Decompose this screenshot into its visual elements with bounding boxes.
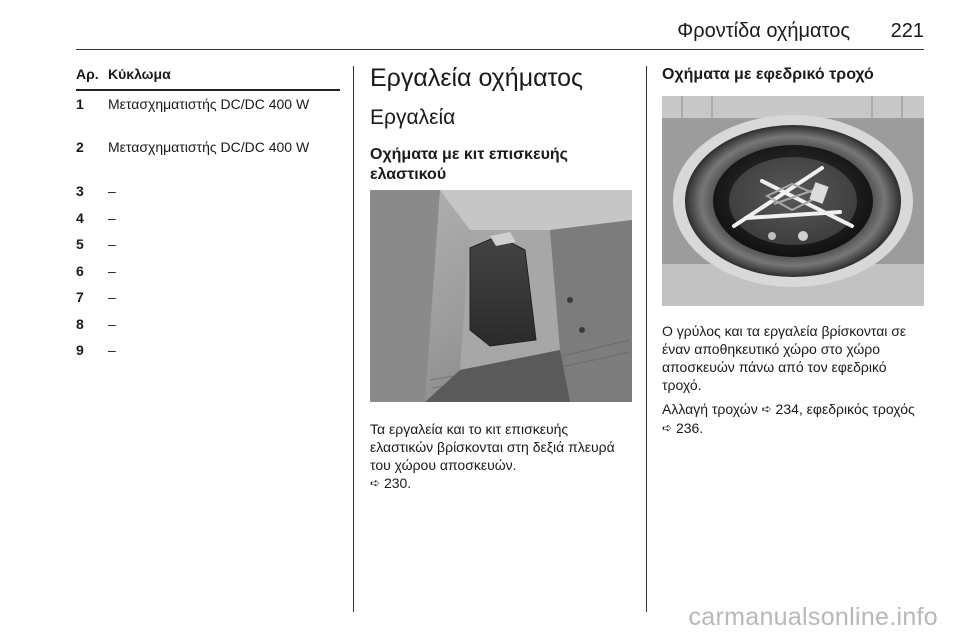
row-text: – [108, 210, 116, 226]
column-divider-left [353, 66, 354, 612]
table-header-circuit: Κύκλωμα [108, 66, 171, 82]
table-header-number: Αρ. [76, 66, 99, 82]
trunk-side-compartment-illustration [370, 190, 632, 402]
row-text: – [108, 289, 116, 305]
row-number: 9 [76, 342, 84, 358]
page-ref-arrow-icon: ➪ [370, 476, 381, 490]
row-text: – [108, 263, 116, 279]
page-reference[interactable]: 230. [383, 475, 412, 491]
table-row [76, 183, 338, 210]
row-text: – [108, 183, 116, 199]
table-row [76, 342, 338, 368]
row-text: – [108, 316, 116, 332]
row-text: Μετασχηματιστής DC/DC 400 W [108, 96, 310, 112]
page-ref-arrow-icon: ➪ [761, 402, 772, 416]
row-number: 4 [76, 210, 84, 226]
table-row [76, 210, 338, 236]
watermark: carmanualsonline.info [688, 603, 938, 631]
row-number: 7 [76, 289, 84, 305]
page-header-title: Φροντίδα οχήματος [677, 20, 850, 42]
table-row [76, 139, 338, 183]
section-heading: Εργαλεία οχήματος [370, 64, 584, 92]
row-number: 5 [76, 236, 84, 252]
repair-kit-paragraph [370, 420, 632, 493]
topic-heading-repair-kit: Οχήματα με κιτ επισκευής ελαστικού [370, 146, 568, 183]
page-reference[interactable]: 236. [675, 420, 704, 436]
header-rule [76, 49, 924, 50]
row-text: Μετασχηματιστής DC/DC 400 W [108, 139, 310, 155]
table-row [76, 96, 338, 139]
row-number: 8 [76, 316, 84, 332]
wheel-change-label: Αλλαγή τροχών [662, 401, 758, 417]
row-number: 3 [76, 183, 84, 199]
table-row [76, 289, 338, 316]
subsection-heading: Εργαλεία [370, 106, 456, 129]
table-row [76, 316, 338, 342]
page-number: 221 [890, 20, 924, 42]
topic-heading-spare-wheel: Οχήματα με εφεδρικό τροχό [662, 66, 874, 83]
row-text: – [108, 342, 116, 358]
row-text: – [108, 236, 116, 252]
table-row [76, 263, 338, 289]
wheel-change-reference [662, 400, 924, 438]
table-header-rule [76, 89, 340, 91]
column-divider-right [646, 66, 647, 612]
page-reference[interactable]: 234, εφεδρικός τροχός [775, 401, 915, 417]
table-row [76, 236, 338, 263]
row-number: 6 [76, 263, 84, 279]
repair-kit-text: Τα εργαλεία και το κιτ επισκευής ελαστικών βρίσκονται στη δεξιά πλευρά του χώρου αποσκευών. [370, 421, 615, 473]
circuit-table-rows [76, 96, 338, 368]
row-number: 2 [76, 139, 84, 155]
spare-wheel-jack-illustration [662, 96, 924, 306]
page-ref-arrow-icon: ➪ [662, 421, 673, 435]
row-number: 1 [76, 96, 84, 112]
jack-tools-paragraph: Ο γρύλος και τα εργαλεία βρίσκονται σε έναν αποθηκευτικό χώρο στο χώρο αποσκευών πάνω από τον εφεδρικό τροχό. [662, 323, 907, 393]
